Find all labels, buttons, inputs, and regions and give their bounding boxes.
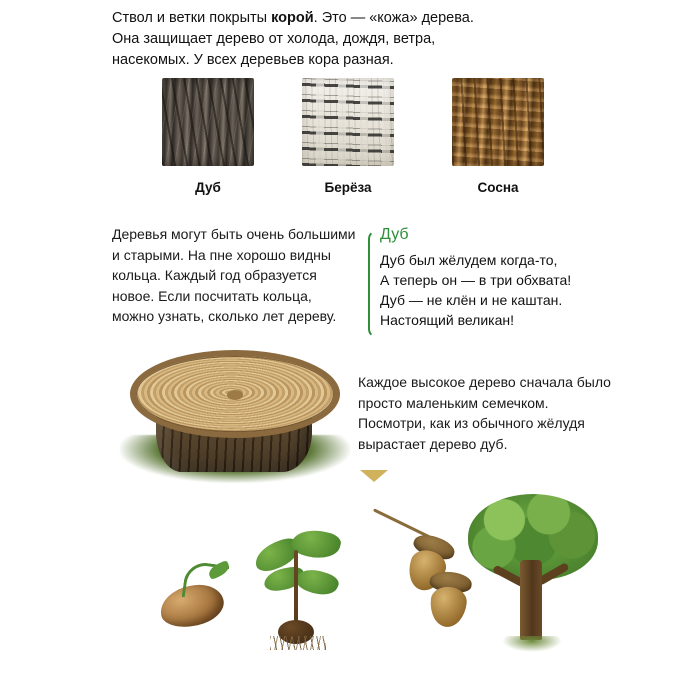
intro-paragraph (112, 8, 582, 71)
intro-line3: насекомых. У всех деревьев кора разная. (112, 52, 394, 68)
pine-bark-image (452, 78, 544, 166)
birch-bark-caption: Берёза (324, 180, 372, 195)
intro-line1-part1: Ствол и ветки покрыты (112, 10, 272, 26)
oak-trunk (520, 560, 542, 640)
bark-sample-pine (452, 78, 544, 195)
intro-line1-part2: . Это — «кожа» дерева. (313, 10, 474, 26)
poem-line-2: А теперь он — в три обхвата! (380, 272, 572, 288)
bark-sample-birch (302, 78, 394, 195)
oak-bark-caption: Дуб (195, 180, 221, 195)
pine-bark-caption: Сосна (477, 180, 519, 195)
poem-brace-decoration (368, 230, 380, 338)
poem-line-1: Дуб был жёлудем когда-то, (380, 252, 558, 268)
growth-stage-seedling (242, 505, 352, 650)
tree-stump-illustration (120, 348, 350, 483)
intro-line2: Она защищает дерево от холода, дождя, ветра, (112, 31, 436, 47)
poem-title: Дуб (380, 226, 409, 243)
stump-rings-top (136, 356, 334, 432)
growth-stage-sprouting-acorn (142, 552, 242, 632)
seedling-roots (270, 636, 326, 650)
intro-keyword-bark: корой (271, 10, 314, 26)
tree-rings-paragraph: Деревья могут быть очень большими и старыми. На пне хорошо видны кольца. Каждый год образуется новое. Если посчитать кольца, можно узнать, сколько лет дереву. (112, 226, 356, 324)
bark-samples-row (112, 78, 582, 208)
growth-stage-oak-tree (462, 494, 602, 654)
oak-base-grass (502, 636, 562, 652)
bark-sample-oak (162, 78, 254, 195)
seed-paragraph: Каждое высокое дерево сначала было просто маленьким семечком. Посмотри, как из обычного жёлудя вырастает дерево дуб. (358, 374, 611, 452)
poem-block (368, 226, 610, 330)
poem-line-3: Дуб — не клён и не каштан. (380, 292, 563, 308)
growth-sequence (112, 485, 592, 660)
poem-body (380, 250, 610, 330)
poem-line-4: Настоящий великан! (380, 312, 514, 328)
birch-bark-image (302, 78, 394, 166)
arrow-down-icon (360, 470, 388, 482)
oak-bark-image (162, 78, 254, 166)
